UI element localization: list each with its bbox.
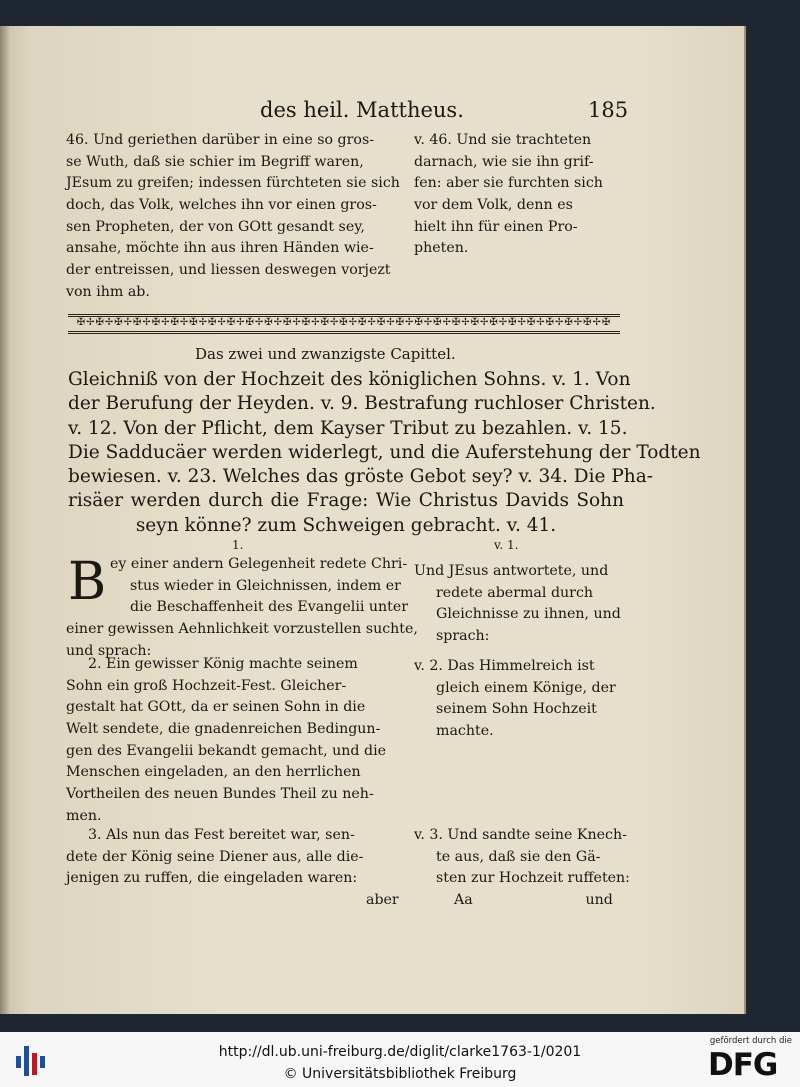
chapter-summary — [68, 368, 701, 538]
text-line: pheten. — [414, 240, 469, 257]
text-line: sen Propheten, der von GOtt gesandt sey, — [66, 218, 365, 235]
block2-left-column — [66, 554, 418, 662]
text-line: 2. Ein gewisser König machte seinem — [88, 656, 358, 672]
block2-right-column — [414, 561, 621, 648]
text-line: Sohn ein groß Hochzeit-Fest. Gleicher- — [66, 677, 347, 694]
text-line: von ihm ab. — [66, 283, 150, 300]
text-line: Und JEsus antwortete, und — [414, 563, 609, 579]
block4-right-column — [414, 825, 630, 912]
text-line: v. 46. Und sie trachteten — [414, 132, 592, 148]
text-line: v. 3. Und sandte seine Knech- — [414, 827, 627, 843]
ornamental-divider: ✠✢✠✢✠✢✠✢✠✢✠✢✠✢✠✢✠✢✠✢✠✢✠✢✠✢✠✢✠✢✠✢✠✢✠✢✠✢✠✢✠✢✠✢✠✢✠✢✠✢✠✢✠✢✠✢✠ — [68, 314, 620, 334]
text-line: sten zur Hochzeit ruffeten: — [436, 870, 630, 887]
text-line: Menschen eingeladen, an den herrlichen — [66, 764, 361, 781]
text-line: v. 2. Das Himmelreich ist — [414, 658, 595, 674]
section-mark-right: v. 1. — [494, 538, 519, 552]
summary-line: risäer werden durch die Frage: Wie Christus Davids Sohn — [68, 490, 624, 512]
chapter-title: Das zwei und zwanzigste Capittel. — [195, 345, 456, 363]
text-line: seinem Sohn Hochzeit — [436, 701, 597, 718]
text-line: se Wuth, daß sie schier im Begriff waren, — [66, 153, 364, 170]
text-line: Vortheilen des neuen Bundes Theil zu neh- — [66, 786, 374, 803]
signature-and-catchword: Aa und — [454, 892, 613, 909]
funding-note: gefördert durch die — [709, 1036, 792, 1046]
text-line: ansahe, möchte ihn aus ihren Händen wie- — [66, 240, 374, 257]
text-line: men. — [66, 807, 102, 824]
text-line: doch, das Volk, welches ihn vor einen gros- — [66, 197, 377, 214]
block1-left-column — [66, 130, 400, 304]
text-line: darnach, wie sie ihn grif- — [414, 153, 594, 170]
text-line: JEsum zu greifen; indessen fürchteten sie sich — [66, 175, 400, 192]
text-line: vor dem Volk, denn es — [414, 197, 573, 214]
summary-line: Gleichniß von der Hochzeit des königlichen Sohns. v. 1. Von — [68, 369, 631, 390]
section-mark-left: 1. — [232, 538, 244, 552]
page-number: 185 — [588, 98, 629, 122]
text-line: fen: aber sie furchten sich — [414, 175, 603, 192]
permalink-url[interactable]: http://dl.ub.uni-freiburg.de/diglit/clarke1763-1/0201 — [218, 1044, 582, 1060]
dfg-logo: DFG — [708, 1047, 778, 1083]
block3-right-column — [414, 656, 616, 743]
text-line: dete der König seine Diener aus, alle die- — [66, 848, 364, 865]
running-header: des heil. Mattheus. — [260, 98, 464, 122]
text-line: 46. Und geriethen darüber in eine so gros- — [66, 132, 375, 148]
summary-line: Die Sadducäer werden widerlegt, und die Auferstehung der Todten — [68, 441, 701, 463]
text-line: die Beschaffenheit des Evangelii unter — [130, 599, 409, 616]
block4-left-column — [66, 825, 399, 912]
text-line: Gleichnisse zu ihnen, und — [436, 606, 621, 623]
catchword: aber — [366, 892, 399, 909]
text-line: stus wieder in Gleichnissen, indem er — [130, 577, 401, 594]
text-line: 3. Als nun das Fest bereitet war, sen- — [88, 827, 355, 843]
drop-cap: B — [68, 552, 107, 612]
summary-line: der Berufung der Heyden. v. 9. Bestrafung ruchloser Christen. — [68, 393, 656, 415]
text-line: gleich einem Könige, der — [436, 679, 616, 696]
summary-line: seyn könne? zum Schweigen gebracht. v. 41. — [135, 514, 557, 536]
text-line: und sprach: — [66, 642, 152, 659]
summary-line: v. 12. Von der Pflicht, dem Kayser Tribut zu bezahlen. v. 15. — [68, 417, 628, 439]
text-line: ey einer andern Gelegenheit redete Chri- — [110, 556, 408, 572]
dfg-badge — [706, 1036, 796, 1084]
copyright-notice: © Universitätsbibliothek Freiburg — [283, 1066, 517, 1082]
text-line: te aus, daß sie den Gä- — [436, 848, 601, 865]
text-line: redete abermal durch — [436, 584, 594, 601]
text-line: sprach: — [436, 628, 490, 645]
text-line: Welt sendete, die gnadenreichen Bedingun- — [66, 721, 381, 738]
text-line: gen des Evangelii bekandt gemacht, und die — [66, 742, 387, 759]
text-line: gestalt hat GOtt, da er seinen Sohn in die — [66, 699, 366, 716]
block3-left-column — [66, 654, 386, 828]
text-line: der entreissen, und liessen deswegen vorjezt — [66, 262, 391, 279]
text-line: machte. — [436, 723, 494, 740]
text-line: einer gewissen Aehnlichkeit vorzustellen suchte, — [66, 621, 418, 638]
text-line: jenigen zu ruffen, die eingeladen waren: — [66, 870, 358, 887]
text-line: hielt ihn für einen Pro- — [414, 218, 578, 235]
summary-line: bewiesen. v. 23. Welches das gröste Gebot sey? v. 34. Die Pha- — [68, 466, 653, 488]
block1-right-column — [414, 130, 603, 260]
